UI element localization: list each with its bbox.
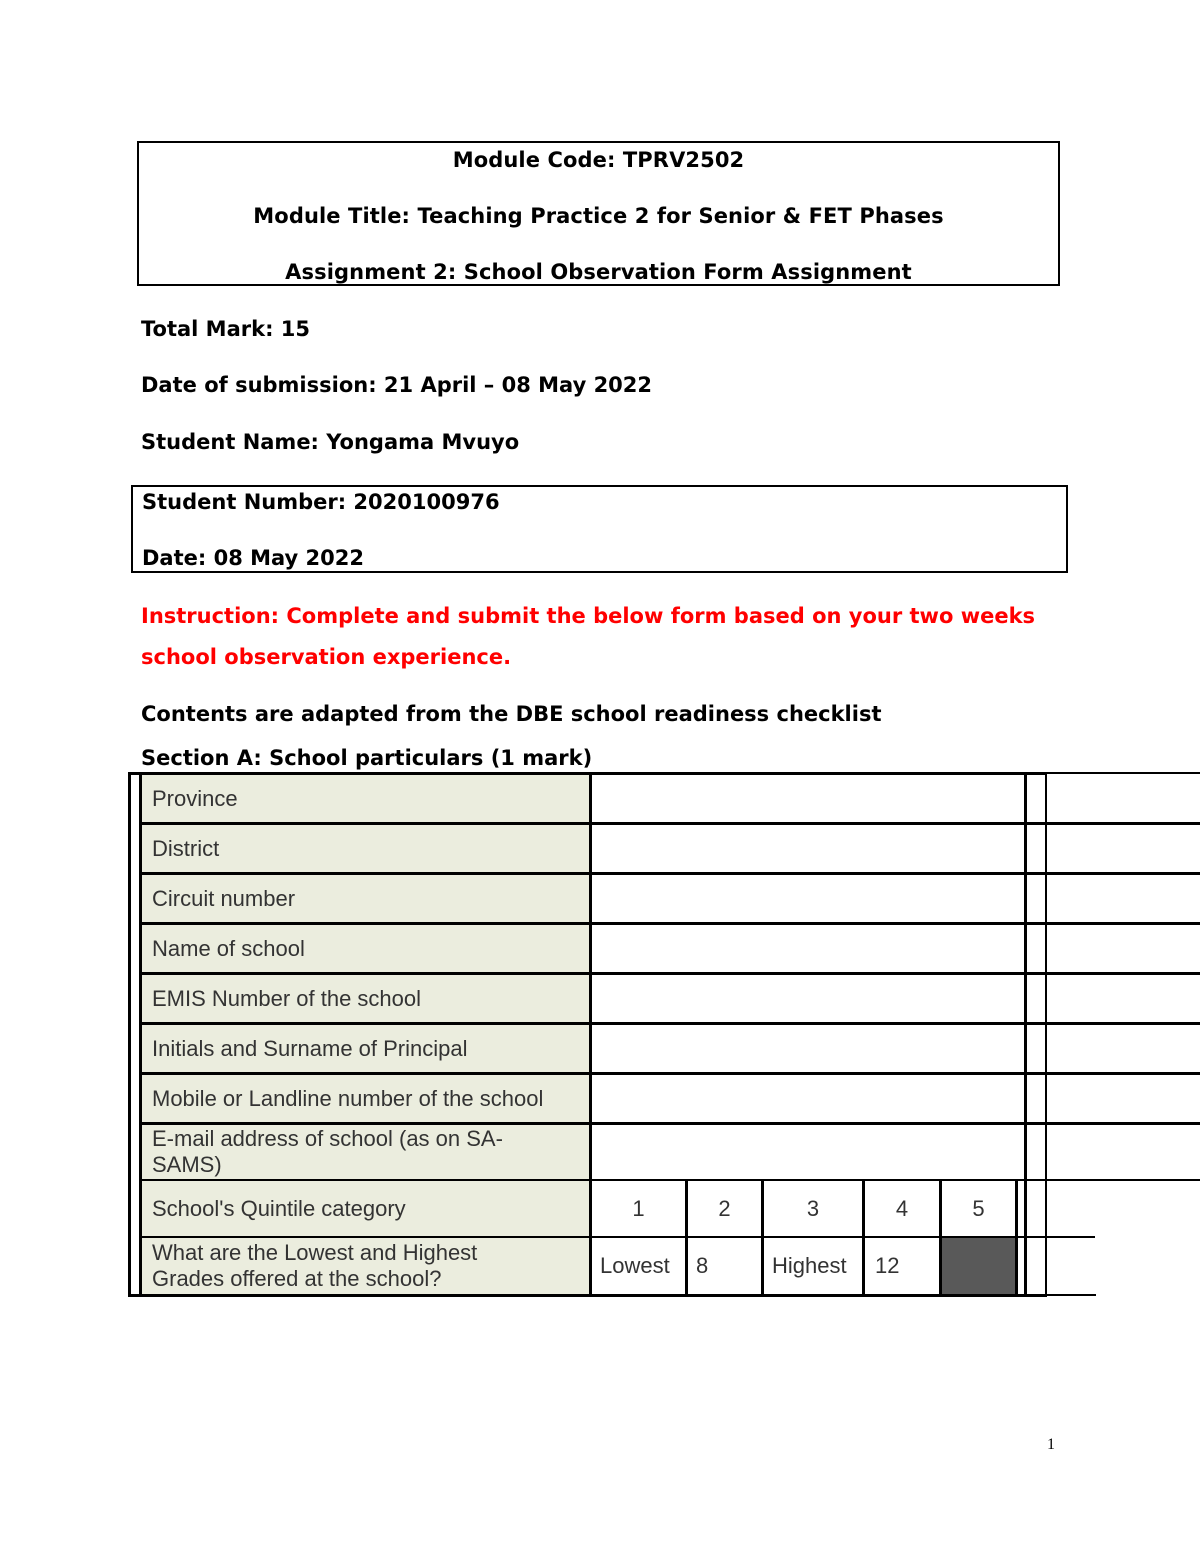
contents-note: Contents are adapted from the DBE school readiness checklist	[141, 702, 882, 726]
table-line	[142, 1072, 1200, 1075]
row-label-grades: What are the Lowest and Highest Grades offered at the school?	[142, 1238, 589, 1294]
module-code: Module Code: TPRV2502	[452, 148, 745, 172]
table-line	[128, 772, 1046, 775]
highest-grade-value[interactable]: 12	[875, 1253, 900, 1278]
table-line	[939, 1179, 942, 1297]
row-label-phone: Mobile or Landline number of the school	[142, 1075, 589, 1122]
row-label-district: District	[142, 825, 589, 872]
table-line	[1024, 772, 1027, 1297]
total-mark: Total Mark: 15	[141, 317, 311, 341]
lowest-grade-value[interactable]: 8	[696, 1253, 709, 1278]
student-name: Student Name: Yongama Mvuyo	[141, 430, 520, 454]
shaded-cell	[942, 1238, 1015, 1294]
module-header-box	[137, 141, 1060, 286]
row-label-province: Province	[142, 775, 589, 822]
quintile-option-3[interactable]: 3	[806, 1195, 820, 1221]
row-label-school-name: Name of school	[142, 925, 589, 972]
row-label-principal: Initials and Surname of Principal	[142, 1025, 589, 1072]
quintile-option-2[interactable]: 2	[718, 1195, 731, 1221]
table-line	[142, 1122, 1200, 1125]
row-label-email: E-mail address of school (as on SA-SAMS)	[142, 1125, 589, 1179]
lowest-grade-label: Lowest	[600, 1253, 670, 1278]
district-value[interactable]	[592, 825, 1024, 872]
emis-value[interactable]	[592, 975, 1024, 1022]
date: Date: 08 May 2022	[142, 546, 364, 570]
principal-value[interactable]	[592, 1025, 1024, 1072]
submission-date: Date of submission: 21 April – 08 May 2022	[141, 373, 653, 397]
table-line	[1046, 772, 1200, 774]
table-line	[142, 872, 1200, 875]
row-label-quintile: School's Quintile category	[142, 1181, 589, 1236]
highest-grade-label: Highest	[772, 1253, 847, 1278]
table-line	[862, 1179, 865, 1297]
quintile-option-4[interactable]: 4	[895, 1195, 909, 1221]
table-line	[761, 1179, 764, 1297]
student-info-box	[131, 485, 1068, 573]
instruction-line-1: Instruction: Complete and submit the below form based on your two weeks	[141, 604, 1036, 628]
phone-value[interactable]	[592, 1075, 1024, 1122]
table-line	[142, 1022, 1200, 1025]
table-line	[142, 822, 1200, 825]
table-line	[142, 922, 1200, 925]
quintile-option-1[interactable]: 1	[632, 1195, 645, 1221]
circuit-value[interactable]	[592, 875, 1024, 922]
table-line	[142, 972, 1200, 975]
page-number: 1	[1047, 1436, 1055, 1453]
school-name-value[interactable]	[592, 925, 1024, 972]
row-label-circuit: Circuit number	[142, 875, 589, 922]
assignment-title: Assignment 2: School Observation Form Assignment	[285, 260, 912, 284]
email-value[interactable]	[592, 1125, 1024, 1179]
table-line	[139, 772, 142, 1297]
table-line	[128, 772, 131, 1297]
table-line	[685, 1179, 688, 1297]
table-line	[128, 1294, 1046, 1297]
module-title: Module Title: Teaching Practice 2 for Senior & FET Phases	[253, 204, 944, 228]
table-line	[1015, 1179, 1018, 1297]
table-line	[1045, 772, 1047, 1297]
table-line	[142, 1236, 1095, 1238]
instruction-line-2: school observation experience.	[141, 645, 512, 669]
table-line	[1046, 1294, 1096, 1296]
province-value[interactable]	[592, 775, 1024, 822]
student-number: Student Number: 2020100976	[142, 490, 500, 514]
table-line	[589, 772, 592, 1297]
section-title: Section A: School particulars (1 mark)	[141, 746, 593, 770]
quintile-option-5[interactable]: 5	[972, 1195, 985, 1221]
table-line	[142, 1179, 1200, 1181]
row-label-emis: EMIS Number of the school	[142, 975, 589, 1022]
